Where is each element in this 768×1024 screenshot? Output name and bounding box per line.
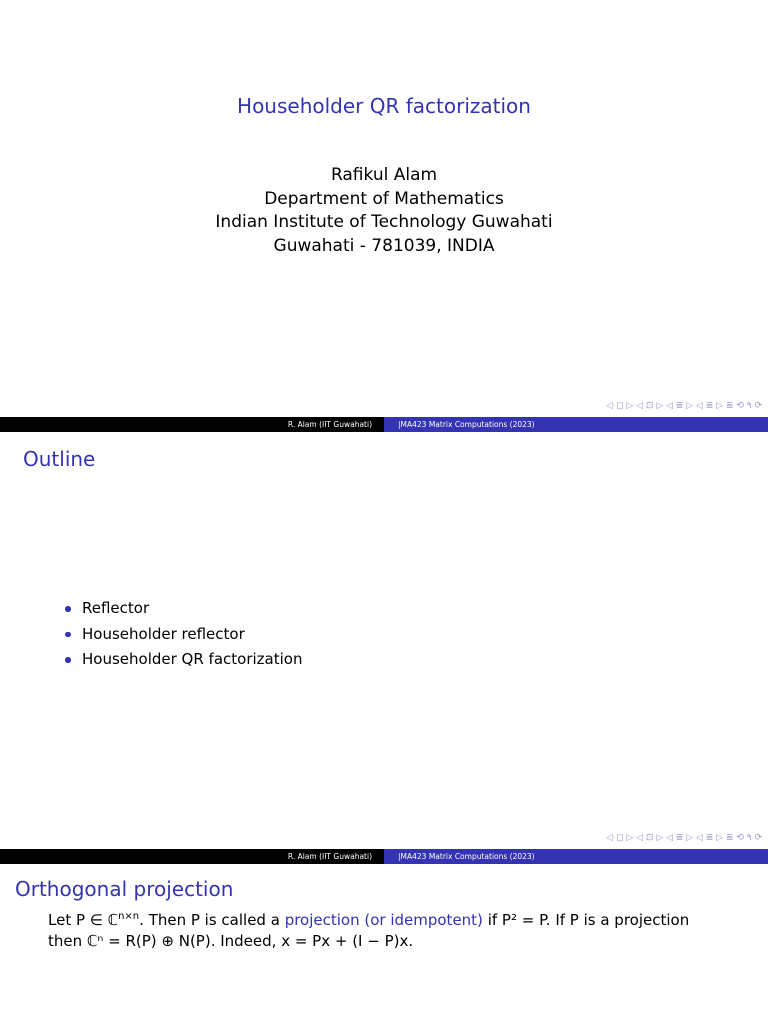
author-block: [0, 164, 768, 258]
presentation-title: Householder QR factorization: [237, 94, 531, 118]
institute: Indian Institute of Technology Guwahati: [215, 212, 553, 232]
footer-bar: [0, 417, 768, 432]
outline-list: [62, 596, 302, 673]
list-item: [62, 596, 302, 622]
text-segment: Let P ∈ ℂ: [48, 911, 119, 929]
frame-title: Orthogonal projection: [15, 877, 234, 901]
title-slide: [0, 0, 768, 432]
bullet-icon: [65, 606, 71, 612]
department: Department of Mathematics: [264, 188, 504, 209]
footer-author: R. Alam (IIT Guwahati): [0, 417, 384, 432]
list-item-text: Householder QR factorization: [82, 650, 303, 668]
projection-slide: [0, 864, 768, 1024]
navigation-icons[interactable]: ◁ ◻ ▷ ◁ ⊡ ▷ ◁ ≣ ▷ ◁ ≣ ▷ ≣ ⟲ ۹ ⟳: [606, 833, 762, 843]
text-line-1: [48, 906, 748, 931]
highlighted-term: projection (or idempotent): [284, 911, 483, 929]
bullet-icon: [65, 632, 71, 638]
definition-text: [48, 906, 748, 952]
bullet-icon: [65, 657, 71, 663]
frame-title: Outline: [23, 447, 96, 471]
author-name: Rafikul Alam: [330, 165, 438, 185]
text-segment: if P² = P. If P is a projection: [482, 911, 690, 929]
footer-bar: [0, 849, 768, 864]
outline-slide: [0, 432, 768, 864]
address: Guwahati - 781039, INDIA: [273, 235, 495, 256]
list-item-text: Householder reflector: [82, 624, 245, 643]
footer-course: |MA423 Matrix Computations (2023): [384, 417, 768, 432]
navigation-icons[interactable]: ◁ ◻ ▷ ◁ ⊡ ▷ ◁ ≣ ▷ ◁ ≣ ▷ ≣ ⟲ ۹ ⟳: [606, 401, 762, 411]
superscript: n×n: [118, 911, 140, 922]
list-item-text: Reflector: [82, 599, 150, 617]
text-line-2: then ℂⁿ = R(P) ⊕ N(P). Indeed, x = Px + (I − P)x.: [48, 932, 414, 950]
footer-course: |MA423 Matrix Computations (2023): [384, 849, 768, 864]
list-item: [62, 622, 302, 648]
footer-author: R. Alam (IIT Guwahati): [0, 849, 384, 864]
text-segment: . Then P is called a: [139, 911, 285, 929]
list-item: [62, 647, 302, 673]
